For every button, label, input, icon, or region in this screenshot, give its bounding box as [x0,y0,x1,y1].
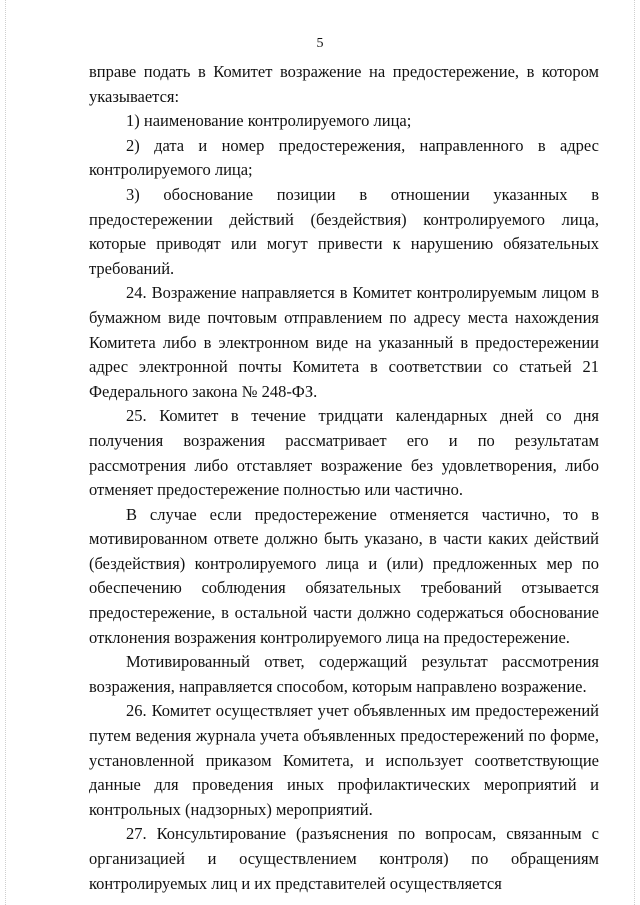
page-number: 5 [316,36,324,51]
paragraph-27: 27. Консультирование (разъяснения по вопросам, связанным с организацией и осуществлением контроля) по обращениям контролируемых лиц и их представителей осуществляется [89,824,599,893]
paragraph-26: 26. Комитет осуществляет учет объявленных им предостережений путем ведения журнала учета объявленных предостережений по форме, установленной приказом Комитета, и использует соответствующие данные для проведения иных профилактических мероприятий и контрольных (надзорных) мероприятий. [89,701,599,819]
paragraph-partial-cancellation: В случае если предостережение отменяется частично, то в мотивированном ответе должно быть указано, в части каких действий (бездействия) контролируемого лица и (или) предложенных мер по обеспечению соблюдения обязательных требований отзывается предостережение, в остальной части должно содержаться обоснование отклонения возражения контролируемого лица на предостережение. [89,504,599,647]
list-item-1: 1) наименование контролируемого лица; [126,111,412,131]
paragraph-motivated-answer: Мотивированный ответ, содержащий результат рассмотрения возражения, направляется способом, которым направлено возражение. [89,652,599,696]
paragraph-25: 25. Комитет в течение тридцати календарных дней со дня получения возражения рассматривает его и по результатам рассмотрения либо отставляет возражение без удовлетворения, либо отменяет предостережение полностью или частично. [89,406,599,500]
paragraph-24: 24. Возражение направляется в Комитет контролируемым лицом в бумажном виде почтовым отправлением по адресу места нахождения Комитета либо в электронном виде на указанный в предостережении адрес электронной почты Комитета в соответствии со статьей 21 Федерального закона № 248-ФЗ. [89,283,599,401]
document-body [89,60,599,896]
list-item-3: 3) обоснование позиции в отношении указанных в предостережении действий (бездействия) контролируемого лица, которые приводят или могут привести к нарушению обязательных требований. [89,184,599,278]
list-item-2: 2) дата и номер предостережения, направленного в адрес контролируемого лица; [89,135,599,180]
scan-edge-left [5,0,7,905]
paragraph-continuation: вправе подать в Комитет возражение на предостережение, в котором указывается: [89,62,599,106]
scan-edge-right [634,0,636,905]
